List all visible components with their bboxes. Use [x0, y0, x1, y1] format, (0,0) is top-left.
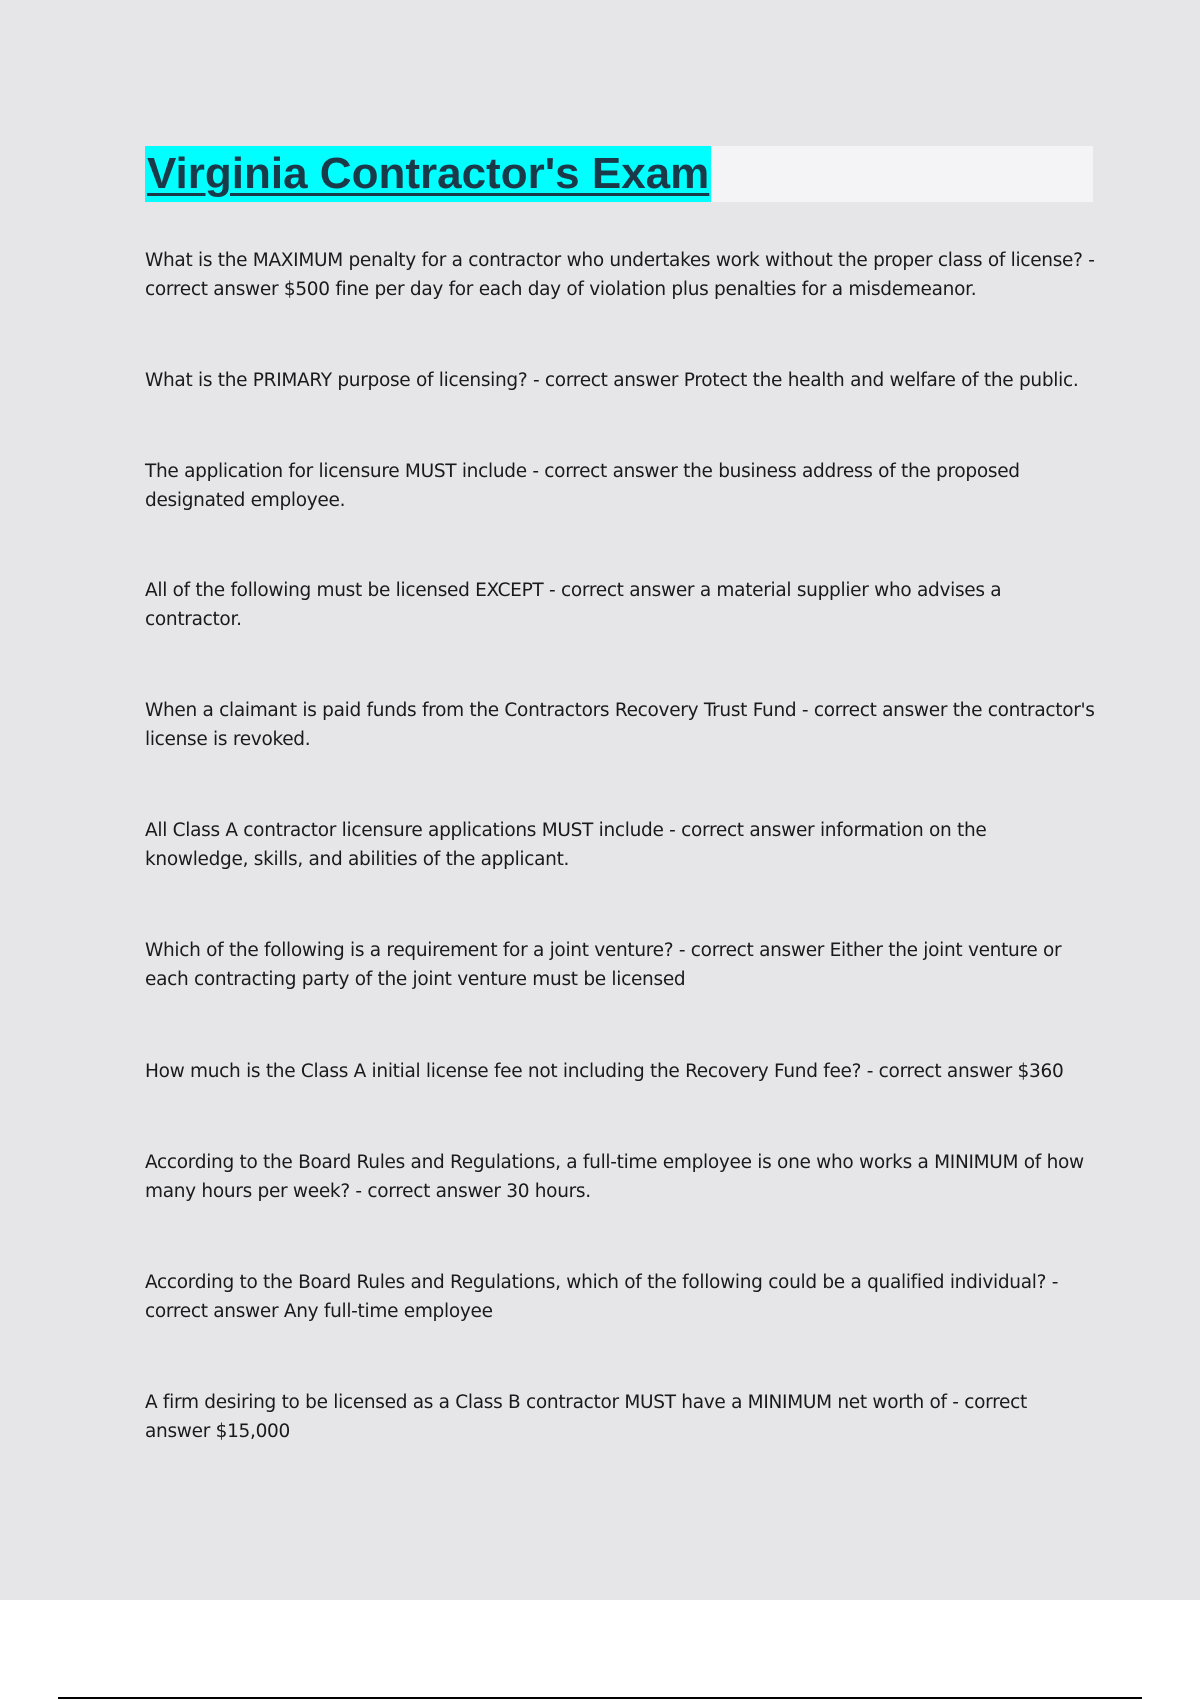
title-row	[145, 146, 1093, 202]
qa-item-2: What is the PRIMARY purpose of licensing? - correct answer Protect the health and welfare of the public.	[145, 370, 1079, 391]
qa-item-8: How much is the Class A initial license fee not including the Recovery Fund fee? - correct answer $360	[145, 1061, 1064, 1082]
qa-item-1: What is the MAXIMUM penalty for a contractor who undertakes work without the proper class of license? - correct answer $500 fine per day for each day of violation plus penalties for a misdemeanor.	[145, 250, 1095, 300]
footer-divider	[58, 1697, 1142, 1699]
qa-item-4: All of the following must be licensed EXCEPT - correct answer a material supplier who advises a contractor.	[145, 580, 1002, 630]
qa-item-5: When a claimant is paid funds from the Contractors Recovery Trust Fund - correct answer the contractor's license is revoked.	[145, 700, 1095, 750]
qa-item-6: All Class A contractor licensure applications MUST include - correct answer information on the knowledge, skills, and abilities of the applicant.	[145, 820, 987, 870]
qa-item-11: A firm desiring to be licensed as a Class B contractor MUST have a MINIMUM net worth of - correct answer $15,000	[145, 1392, 1027, 1442]
document-title: Virginia Contractor's Exam	[145, 146, 711, 202]
qa-item-7: Which of the following is a requirement for a joint venture? - correct answer Either the joint venture or each contracting party of the joint venture must be licensed	[145, 940, 1062, 990]
qa-item-3: The application for licensure MUST include - correct answer the business address of the proposed designated employee.	[145, 461, 1020, 511]
qa-item-10: According to the Board Rules and Regulations, which of the following could be a qualified individual? - correct answer Any full-time employee	[145, 1272, 1059, 1322]
qa-item-9: According to the Board Rules and Regulations, a full-time employee is one who works a MINIMUM of how many hours per week? - correct answer 30 hours.	[145, 1152, 1084, 1202]
